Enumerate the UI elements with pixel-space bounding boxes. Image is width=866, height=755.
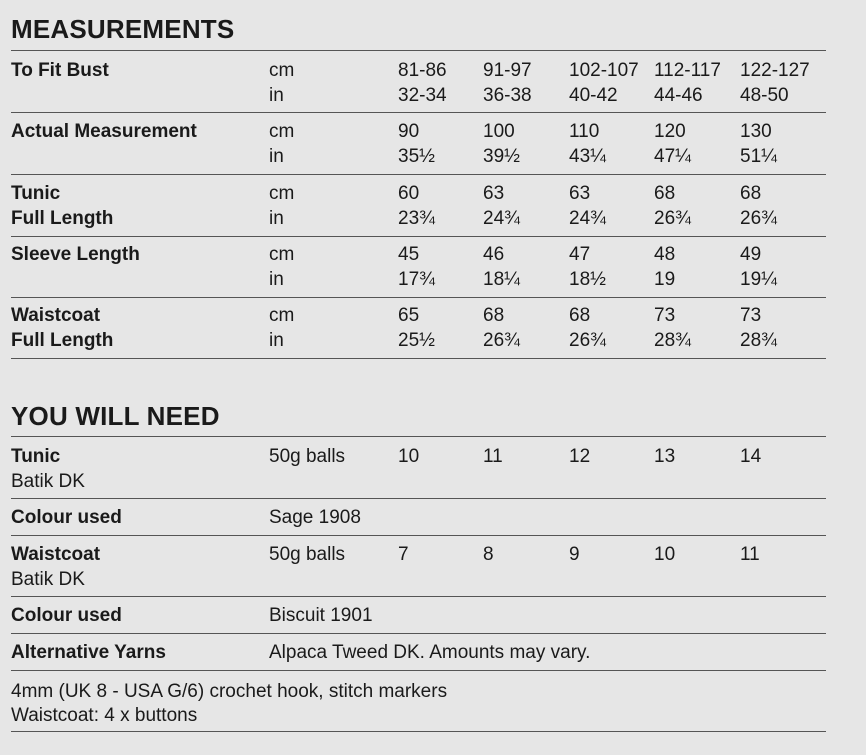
row-label: Sleeve Length [11,244,140,265]
value-in: 26¾ [740,208,777,229]
divider [11,50,826,51]
divider [11,670,826,671]
value-cm: 68 [569,305,591,326]
you-will-need-heading: YOU WILL NEED [11,401,220,431]
materials-line: 4mm (UK 8 - USA G/6) crochet hook, stitch markers [11,681,448,702]
value-cm: 73 [740,305,762,326]
value-cm: 68 [483,305,505,326]
divider [11,633,826,634]
row-label: Colour used [11,605,122,626]
row-label: Full Length [11,330,114,351]
value-cm: 65 [398,305,420,326]
row-label: Tunic [11,446,61,467]
value-cm: 63 [483,183,505,204]
divider [11,436,826,437]
value-in: 24¾ [569,208,606,229]
value-in: 32-34 [398,85,447,106]
row-label: Waistcoat [11,305,101,326]
value-in: 17¾ [398,269,435,290]
unit-cm: cm [269,121,295,142]
unit-in: in [269,208,284,229]
unit-in: in [269,85,284,106]
row-label: To Fit Bust [11,60,109,81]
ball-weight: 50g balls [269,446,346,467]
value-cm: 112-117 [654,60,721,81]
value-in: 23¾ [398,208,435,229]
value-cm: 90 [398,121,420,142]
value-in: 44-46 [654,85,703,106]
divider [11,236,826,237]
unit-cm: cm [269,60,295,81]
value-cm: 49 [740,244,762,265]
unit-in: in [269,146,284,167]
unit-cm: cm [269,244,295,265]
unit-in: in [269,269,284,290]
value-cm: 122-127 [740,60,810,81]
value-in: 18¼ [483,269,520,290]
row-label: Colour used [11,507,122,528]
divider [11,112,826,113]
alternative-yarns-value: Alpaca Tweed DK. Amounts may vary. [269,642,591,663]
ball-count: 8 [483,544,494,565]
yarn-name: Batik DK [11,471,85,492]
unit-cm: cm [269,305,295,326]
value-in: 35½ [398,146,435,167]
yarn-name: Batik DK [11,569,85,590]
value-in: 43¼ [569,146,606,167]
value-in: 19 [654,269,676,290]
ball-count: 9 [569,544,580,565]
value-cm: 91-97 [483,60,532,81]
divider [11,498,826,499]
value-cm: 63 [569,183,591,204]
value-cm: 110 [569,121,600,142]
value-in: 25½ [398,330,435,351]
value-in: 19¼ [740,269,777,290]
value-cm: 130 [740,121,772,142]
divider [11,535,826,536]
row-label: Tunic [11,183,61,204]
divider [11,358,826,359]
materials-line: Waistcoat: 4 x buttons [11,705,198,726]
value-cm: 45 [398,244,420,265]
divider [11,731,826,732]
value-in: 39½ [483,146,520,167]
ball-weight: 50g balls [269,544,346,565]
value-cm: 48 [654,244,676,265]
ball-count: 7 [398,544,409,565]
value-in: 48-50 [740,85,789,106]
value-in: 36-38 [483,85,532,106]
value-in: 26¾ [654,208,691,229]
unit-in: in [269,330,284,351]
ball-count: 14 [740,446,762,467]
divider [11,174,826,175]
value-in: 28¾ [654,330,691,351]
value-cm: 102-107 [569,60,639,81]
ball-count: 13 [654,446,676,467]
value-cm: 60 [398,183,420,204]
ball-count: 11 [483,446,503,467]
value-in: 47¼ [654,146,691,167]
value-cm: 46 [483,244,505,265]
colour-value: Biscuit 1901 [269,605,373,626]
value-in: 26¾ [569,330,606,351]
extra-materials [11,680,447,728]
value-cm: 47 [569,244,591,265]
value-cm: 81-86 [398,60,447,81]
unit-cm: cm [269,183,295,204]
divider [11,297,826,298]
value-cm: 120 [654,121,686,142]
ball-count: 12 [569,446,591,467]
value-in: 18½ [569,269,606,290]
row-label: Actual Measurement [11,121,197,142]
value-in: 40-42 [569,85,618,106]
ball-count: 10 [398,446,420,467]
ball-count: 11 [740,544,760,565]
value-cm: 68 [654,183,676,204]
value-in: 51¼ [740,146,777,167]
value-in: 28¾ [740,330,777,351]
row-label: Full Length [11,208,114,229]
measurements-heading: MEASUREMENTS [11,14,235,44]
colour-value: Sage 1908 [269,507,361,528]
value-cm: 68 [740,183,762,204]
value-in: 26¾ [483,330,520,351]
row-label: Alternative Yarns [11,642,166,663]
value-cm: 73 [654,305,676,326]
divider [11,596,826,597]
ball-count: 10 [654,544,676,565]
value-cm: 100 [483,121,515,142]
value-in: 24¾ [483,208,520,229]
row-label: Waistcoat [11,544,101,565]
